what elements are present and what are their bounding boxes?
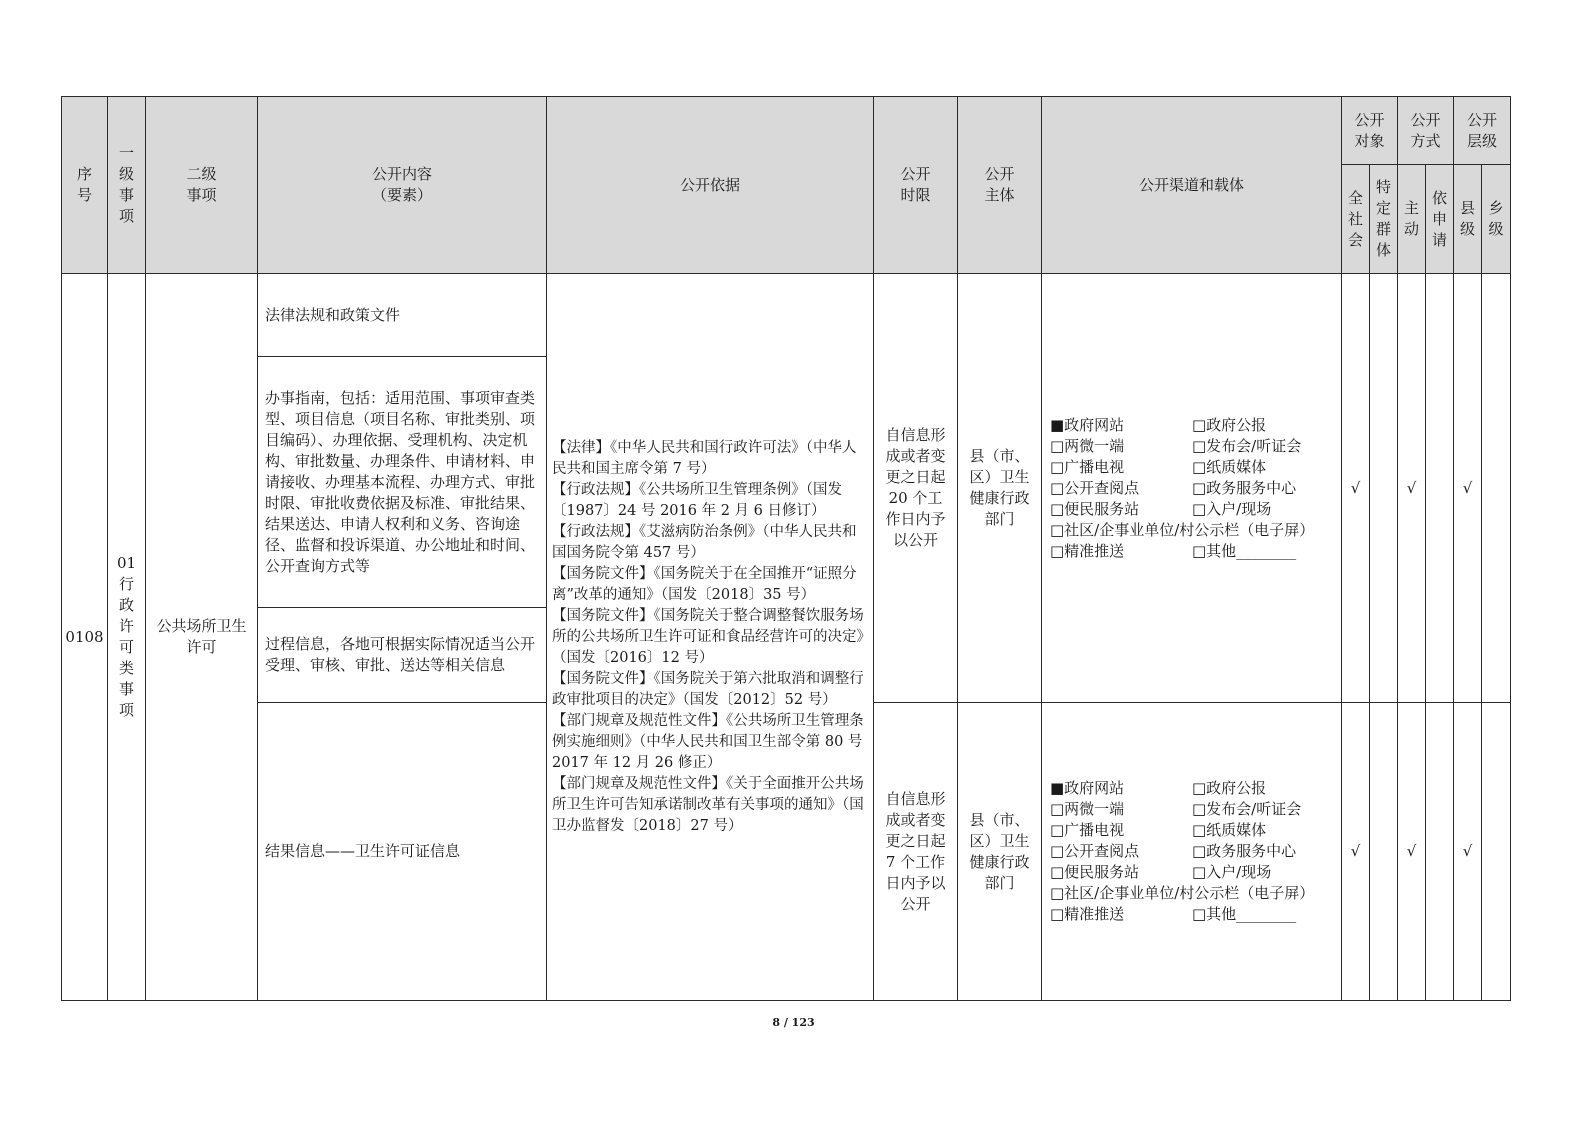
channel-broadcast-tv: □广播电视 bbox=[1050, 821, 1125, 839]
content-cell-2: 办事指南，包括：适用范围、事项审查类型、项目信息（项目名称、审批类别、项目编码）、办理依据、受理机构、决定机构、审批数量、办理条件、申请材料、申请接收、办理基本流程、办理方式、审批时限、审批收费依据及标准、审批结果、结果送达、申请人权利和义务、咨询途径、监督和投诉渠道、办公地址和时间、公开查询方式等 bbox=[258, 357, 547, 608]
method-active-1: √ bbox=[1398, 274, 1426, 703]
header-level1: 一 级 事 项 bbox=[108, 97, 146, 274]
channel-press-hearing: □发布会/听证会 bbox=[1192, 800, 1302, 818]
basis-text: 【法律】《中华人民共和国行政许可法》（中华人民共和国主席令第 7 号） 【行政法规】《公共场所卫生管理条例》（国发〔1987〕24 号 2016 年 2 月 6 日修订） 【行政法规】《艾滋病防治条例》（中华人民共和国国务院令第 457 号） 【国务院文件】《国务院关于在全国推开“证照分离”改革的通知》（国发〔2018〕35 号） 【国务院文件】《国务院关于整合调整餐饮服务场所的公共场所卫生许可证和食品经营许可的决定》（国发〔2016〕12 号） 【国务院文件】《国务院关于第六批取消和调整行政审批项目的决定》（国发〔2012〕52 号） 【部门规章及规范性文件】《公共场所卫生管理条例实施细则》（中华人民共和国卫生部令第 80 号 2017 年 12 月 26 修正） 【部门规章及规范性文件】《关于全面推开公共场所卫生许可告知承诺制改革有关事项的通知》（国卫办监督发〔2018〕27 号） bbox=[552, 439, 864, 834]
channel-gov-gazette: □政府公报 bbox=[1192, 779, 1267, 797]
level-township-1 bbox=[1482, 274, 1511, 703]
channel-gov-website: ■政府网站 bbox=[1050, 415, 1125, 434]
channel-other: □其他________ bbox=[1192, 541, 1297, 560]
header-level-county: 县 级 bbox=[1454, 165, 1482, 274]
content-cell-3: 过程信息，各地可根据实际情况适当公开受理、审核、审批、送达等相关信息 bbox=[258, 608, 547, 703]
channel-bulletin-board: □社区/企事业单位/村公示栏（电子屏） bbox=[1050, 520, 1315, 539]
channel-two-micro: □两微一端 bbox=[1050, 436, 1125, 455]
level-county-1: √ bbox=[1454, 274, 1482, 703]
header-channels: 公开渠道和载体 bbox=[1042, 97, 1342, 274]
channel-service-station: □便民服务站 bbox=[1050, 863, 1140, 881]
time-limit-cell-2: 自信息形成或者变更之日起 7 个工作日内予以公开 bbox=[874, 703, 958, 1001]
header-time-limit: 公开 时限 bbox=[874, 97, 958, 274]
disclosure-table bbox=[61, 96, 1511, 1001]
method-active-2: √ bbox=[1398, 703, 1426, 1001]
target-specific-1 bbox=[1370, 274, 1398, 703]
target-all-1: √ bbox=[1342, 274, 1370, 703]
method-request-1 bbox=[1426, 274, 1454, 703]
basis-cell bbox=[547, 274, 874, 1001]
channel-service-center: □政务服务中心 bbox=[1192, 478, 1297, 497]
channel-two-micro: □两微一端 bbox=[1050, 800, 1125, 818]
target-specific-2 bbox=[1370, 703, 1398, 1001]
header-level-township: 乡 级 bbox=[1482, 165, 1511, 274]
header-basis: 公开依据 bbox=[547, 97, 874, 274]
channel-service-station: □便民服务站 bbox=[1050, 499, 1140, 518]
subject-cell-1: 县（市、区）卫生健康行政部门 bbox=[958, 274, 1042, 703]
header-method-active: 主 动 bbox=[1398, 165, 1426, 274]
header-method-group: 公开 方式 bbox=[1398, 97, 1454, 165]
header-method-request: 依 申 请 bbox=[1426, 165, 1454, 274]
header-content: 公开内容 （要素） bbox=[258, 97, 547, 274]
header-target-all: 全 社 会 bbox=[1342, 165, 1370, 274]
time-limit-cell-1: 自信息形成或者变更之日起 20 个工作日内予以公开 bbox=[874, 274, 958, 703]
header-seq: 序 号 bbox=[62, 97, 108, 274]
page-number: 8 / 123 bbox=[772, 1016, 815, 1029]
content-cell-1: 法律法规和政策文件 bbox=[258, 274, 547, 357]
channels-cell-1 bbox=[1042, 274, 1342, 703]
channel-broadcast-tv: □广播电视 bbox=[1050, 457, 1125, 476]
row-level2: 公共场所卫生许可 bbox=[146, 274, 258, 1001]
channel-reading-point: □公开查阅点 bbox=[1050, 842, 1140, 860]
channel-other: □其他________ bbox=[1192, 905, 1297, 923]
channel-press-hearing: □发布会/听证会 bbox=[1192, 436, 1302, 455]
header-level2: 二级 事项 bbox=[146, 97, 258, 274]
row-seq: 0108 bbox=[62, 274, 108, 1001]
channel-door-to-door: □入户/现场 bbox=[1192, 863, 1272, 881]
channel-service-center: □政务服务中心 bbox=[1192, 842, 1297, 860]
channel-precise-push: □精准推送 bbox=[1050, 541, 1125, 560]
table-row bbox=[62, 274, 1511, 357]
content-cell-4: 结果信息——卫生许可证信息 bbox=[258, 703, 547, 1001]
channel-print-media: □纸质媒体 bbox=[1192, 821, 1267, 839]
level-township-2 bbox=[1482, 703, 1511, 1001]
header-level-group: 公开 层级 bbox=[1454, 97, 1511, 165]
channel-reading-point: □公开查阅点 bbox=[1050, 478, 1140, 497]
channel-gov-website: ■政府网站 bbox=[1050, 779, 1125, 797]
row-level1: 01 行 政 许 可 类 事 项 bbox=[108, 274, 146, 1001]
level-county-2: √ bbox=[1454, 703, 1482, 1001]
target-all-2: √ bbox=[1342, 703, 1370, 1001]
channel-door-to-door: □入户/现场 bbox=[1192, 499, 1272, 518]
header-subject: 公开 主体 bbox=[958, 97, 1042, 274]
method-request-2 bbox=[1426, 703, 1454, 1001]
channel-gov-gazette: □政府公报 bbox=[1192, 415, 1267, 434]
channel-precise-push: □精准推送 bbox=[1050, 905, 1125, 923]
channel-print-media: □纸质媒体 bbox=[1192, 457, 1267, 476]
header-target-group: 公开 对象 bbox=[1342, 97, 1398, 165]
channel-bulletin-board: □社区/企事业单位/村公示栏（电子屏） bbox=[1050, 884, 1315, 902]
header-target-specific: 特 定 群 体 bbox=[1370, 165, 1398, 274]
subject-cell-2: 县（市、区）卫生健康行政部门 bbox=[958, 703, 1042, 1001]
channels-cell-2 bbox=[1042, 703, 1342, 1001]
